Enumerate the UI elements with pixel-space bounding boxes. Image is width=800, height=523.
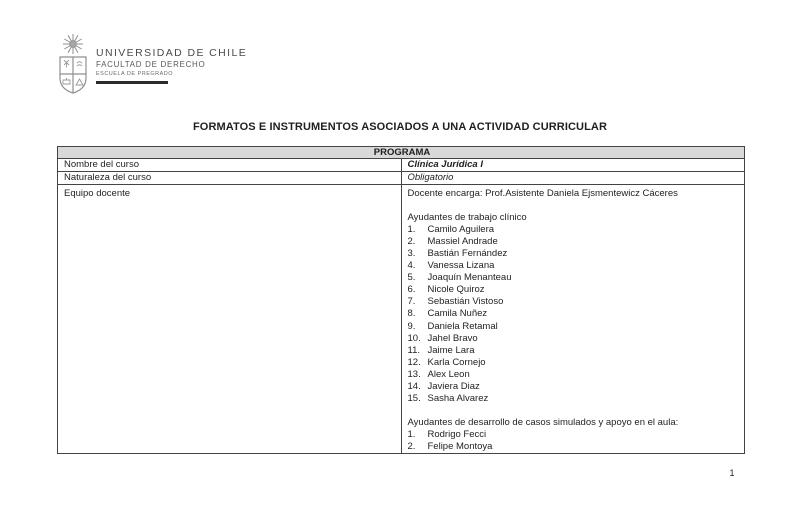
row-label-equipo: Equipo docente bbox=[58, 185, 402, 454]
list-item bbox=[408, 224, 741, 236]
list-item-number: 2. bbox=[407, 236, 416, 248]
list-item-number: 4. bbox=[407, 260, 416, 272]
page-title: FORMATOS E INSTRUMENTOS ASOCIADOS A UNA ACTIVIDAD CURRICULAR bbox=[192, 121, 608, 133]
clinical-assistants-heading: Ayudantes de trabajo clínico bbox=[407, 212, 527, 224]
list-item-name: Joaquín Menanteau bbox=[427, 272, 512, 284]
row-label-naturaleza: Naturaleza del curso bbox=[58, 172, 402, 185]
page-number: 1 bbox=[729, 468, 735, 478]
list-item-name: Alex Leon bbox=[427, 368, 470, 380]
list-item-number: 6. bbox=[407, 284, 416, 296]
list-item bbox=[408, 284, 741, 296]
university-logo bbox=[56, 32, 247, 103]
list-item-name: Massiel Andrade bbox=[427, 236, 498, 248]
cases-assistants-heading: Ayudantes de desarrollo de casos simulados y apoyo en el aula: bbox=[407, 416, 679, 428]
list-item bbox=[408, 248, 741, 260]
table-header-row bbox=[58, 147, 745, 159]
list-item-name: Bastián Fernández bbox=[427, 248, 508, 260]
row-value-naturaleza: Obligatorio bbox=[401, 172, 745, 185]
list-item-name: Javiera Diaz bbox=[427, 380, 480, 392]
docente-encargada: Docente encarga: Prof.Asistente Daniela Ejsmentewicz Cáceres bbox=[407, 188, 678, 199]
logo-divider bbox=[96, 81, 168, 84]
list-item-number: 11. bbox=[407, 344, 421, 356]
row-value-nombre: Clínica Jurídica I bbox=[401, 159, 745, 172]
list-item-number: 1. bbox=[407, 428, 416, 440]
list-item-name: Nicole Quiroz bbox=[427, 284, 485, 296]
spacer bbox=[408, 200, 741, 212]
list-item bbox=[408, 441, 741, 453]
list-item-number: 2. bbox=[407, 440, 416, 452]
school-name: ESCUELA DE PREGRADO bbox=[96, 71, 174, 77]
university-name: UNIVERSIDAD DE CHILE bbox=[96, 47, 248, 59]
list-item-name: Camila Nuñez bbox=[427, 308, 488, 320]
list-item-name: Sebastián Vistoso bbox=[427, 296, 504, 308]
list-item bbox=[408, 357, 741, 369]
list-item bbox=[408, 345, 741, 357]
list-item bbox=[408, 393, 741, 405]
list-item bbox=[408, 429, 741, 441]
table-header-cell: PROGRAMA bbox=[58, 147, 745, 159]
list-item-number: 5. bbox=[407, 272, 416, 284]
list-item-number: 13. bbox=[407, 368, 421, 380]
row-label-nombre: Nombre del curso bbox=[58, 159, 402, 172]
row-value-equipo bbox=[401, 185, 745, 454]
list-item bbox=[408, 272, 741, 284]
table-row bbox=[58, 159, 745, 172]
list-item bbox=[408, 260, 741, 272]
list-item-name: Felipe Montoya bbox=[427, 440, 493, 452]
list-item bbox=[408, 308, 741, 320]
list-item-name: Sasha Alvarez bbox=[427, 392, 489, 404]
list-item bbox=[408, 381, 741, 393]
list-item-number: 14. bbox=[407, 380, 421, 392]
faculty-name: FACULTAD DE DERECHO bbox=[96, 60, 206, 69]
list-item-name: Jahel Bravo bbox=[427, 332, 478, 344]
list-item-name: Jaime Lara bbox=[427, 344, 475, 356]
table-row-equipo bbox=[58, 185, 745, 454]
list-item bbox=[408, 333, 741, 345]
list-item-number: 12. bbox=[407, 356, 421, 368]
list-item-name: Vanessa Lizana bbox=[427, 260, 495, 272]
programa-table bbox=[57, 146, 745, 454]
table-row bbox=[58, 172, 745, 185]
list-item-number: 3. bbox=[407, 248, 416, 260]
university-crest-icon bbox=[56, 32, 90, 103]
list-item-name: Rodrigo Fecci bbox=[427, 428, 487, 440]
list-item-name: Daniela Retamal bbox=[427, 320, 498, 332]
list-item-number: 8. bbox=[407, 308, 416, 320]
cases-assistants-list bbox=[408, 429, 741, 453]
list-item bbox=[408, 369, 741, 381]
spacer bbox=[408, 405, 741, 417]
list-item bbox=[408, 236, 741, 248]
list-item bbox=[408, 321, 741, 333]
list-item-number: 9. bbox=[407, 320, 416, 332]
list-item-number: 15. bbox=[407, 392, 421, 404]
list-item-name: Karla Cornejo bbox=[427, 356, 486, 368]
logo-text bbox=[96, 47, 247, 84]
clinical-assistants-list bbox=[408, 224, 741, 405]
list-item-number: 1. bbox=[407, 224, 416, 236]
list-item-number: 7. bbox=[407, 296, 416, 308]
list-item bbox=[408, 296, 741, 308]
list-item-number: 10. bbox=[407, 332, 421, 344]
list-item-name: Camilo Aguilera bbox=[427, 224, 495, 236]
